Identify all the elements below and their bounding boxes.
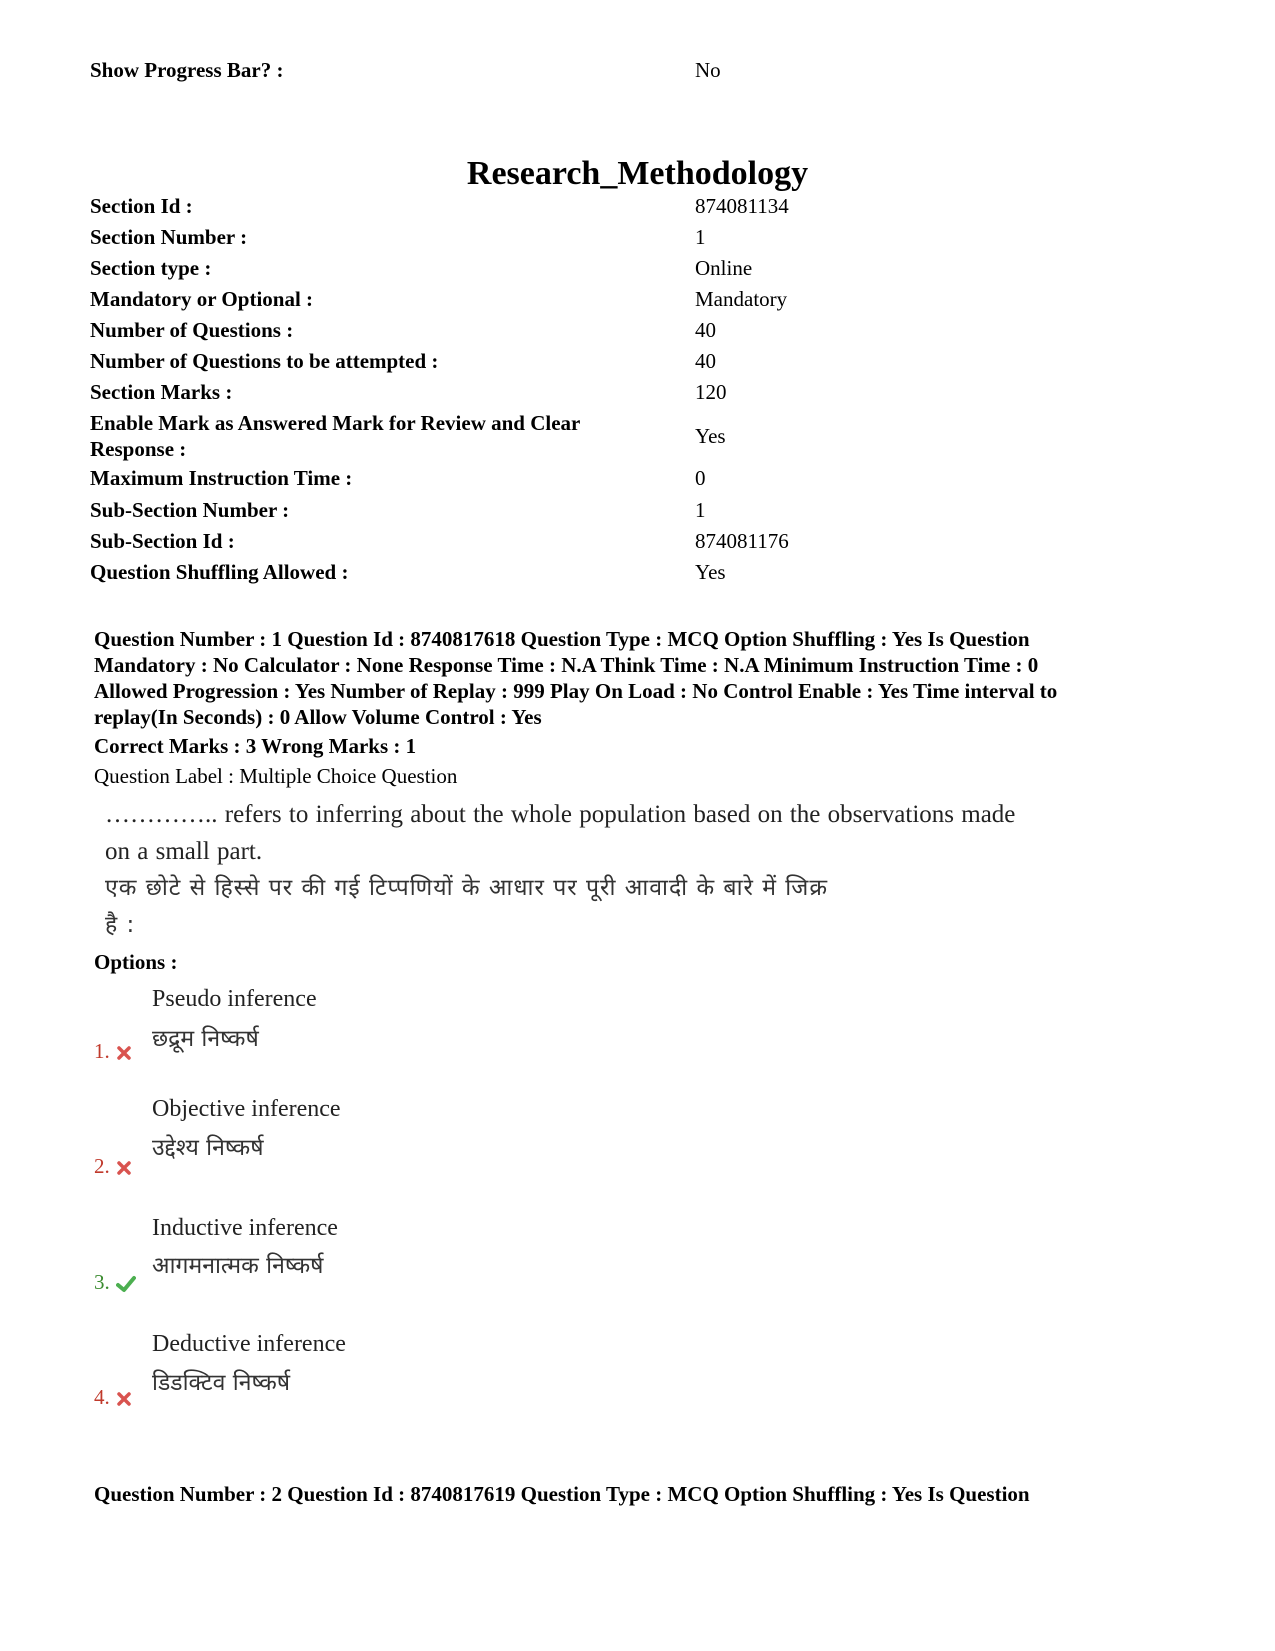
question-shuffling-value: Yes xyxy=(695,560,726,584)
mandatory-value: Mandatory xyxy=(695,287,788,311)
option-2-en: Objective inference xyxy=(152,1096,341,1122)
question-meta-line: Allowed Progression : Yes Number of Replay : 999 Play On Load : No Control Enable : Yes Time interval to xyxy=(94,679,1058,703)
wrong-icon xyxy=(116,1160,132,1176)
question-meta xyxy=(94,626,1204,730)
progress-bar-label: Show Progress Bar? : xyxy=(90,58,284,82)
sub-section-id-label: Sub-Section Id : xyxy=(90,529,235,553)
question-meta-line: replay(In Seconds) : 0 Allow Volume Control : Yes xyxy=(94,705,542,729)
options-label: Options : xyxy=(94,950,178,974)
max-instruction-time-value: 0 xyxy=(695,466,706,490)
enable-mark-label-cont: Response : xyxy=(90,437,187,461)
max-instruction-time-label: Maximum Instruction Time : xyxy=(90,466,353,490)
option-4-en: Deductive inference xyxy=(152,1331,346,1357)
num-attempted-label: Number of Questions to be attempted : xyxy=(90,349,439,373)
wrong-icon xyxy=(116,1391,132,1407)
num-questions-label: Number of Questions : xyxy=(90,318,294,342)
sub-section-number-label: Sub-Section Number : xyxy=(90,498,290,522)
progress-bar-value: No xyxy=(695,58,721,82)
section-title: Research_Methodology xyxy=(466,155,809,192)
option-1-en: Pseudo inference xyxy=(152,986,317,1012)
num-questions-value: 40 xyxy=(695,318,716,342)
option-3-hi: आगमनात्मक निष्कर्ष xyxy=(152,1253,324,1279)
enable-mark-value: Yes xyxy=(695,424,726,448)
option-3-number-text: 3. xyxy=(94,1270,110,1294)
option-4-number-text: 4. xyxy=(94,1385,110,1409)
question-marks: Correct Marks : 3 Wrong Marks : 1 xyxy=(94,734,417,758)
question-text-en-line2: on a small part. xyxy=(105,838,263,865)
option-1-hi: छद्रूम निष्कर्ष xyxy=(152,1026,259,1052)
sub-section-id-value: 874081176 xyxy=(695,529,789,553)
wrong-icon xyxy=(116,1045,132,1061)
section-id-value: 874081134 xyxy=(695,194,789,218)
sub-section-number-value: 1 xyxy=(695,498,706,522)
question-text-en-line1: ………….. refers to inferring about the whole population based on the observations made xyxy=(105,801,1016,828)
question-text-hi-line1: एक छोटे से हिस्से पर की गई टिप्पणियों के आधार पर पूरी आवादी के बारे में जिक्र xyxy=(105,875,828,901)
section-marks-value: 120 xyxy=(695,380,727,404)
section-number-label: Section Number : xyxy=(90,225,248,249)
question-shuffling-label: Question Shuffling Allowed : xyxy=(90,560,349,584)
option-2-number-text: 2. xyxy=(94,1154,110,1178)
question-meta-line: Mandatory : No Calculator : None Response Time : N.A Think Time : N.A Minimum Instruction Time : 0 xyxy=(94,653,1039,677)
enable-mark-label: Enable Mark as Answered Mark for Review and Clear xyxy=(90,411,581,435)
option-1-number-text: 1. xyxy=(94,1039,110,1063)
question-text-hi-line2: है : xyxy=(105,912,136,938)
section-number-value: 1 xyxy=(695,225,706,249)
section-marks-label: Section Marks : xyxy=(90,380,233,404)
option-4-hi: डिडक्टिव निष्कर्ष xyxy=(152,1370,291,1396)
question-label: Question Label : Multiple Choice Question xyxy=(94,764,458,788)
num-attempted-value: 40 xyxy=(695,349,716,373)
option-4-number xyxy=(94,1385,132,1410)
option-2-hi: उद्देश्य निष्कर्ष xyxy=(152,1135,264,1161)
section-type-value: Online xyxy=(695,256,753,280)
option-1-number xyxy=(94,1039,132,1064)
option-3-en: Inductive inference xyxy=(152,1215,338,1241)
question-2-meta: Question Number : 2 Question Id : 8740817619 Question Type : MCQ Option Shuffling : Yes Is Question xyxy=(94,1482,1030,1506)
correct-check-icon xyxy=(116,1275,136,1293)
section-id-label: Section Id : xyxy=(90,194,193,218)
question-meta-line: Question Number : 1 Question Id : 8740817618 Question Type : MCQ Option Shuffling : Yes Is Question xyxy=(94,627,1030,651)
option-2-number xyxy=(94,1154,132,1179)
mandatory-label: Mandatory or Optional : xyxy=(90,287,314,311)
question-text xyxy=(105,796,1045,944)
option-3-number xyxy=(94,1270,136,1295)
section-type-label: Section type : xyxy=(90,256,212,280)
